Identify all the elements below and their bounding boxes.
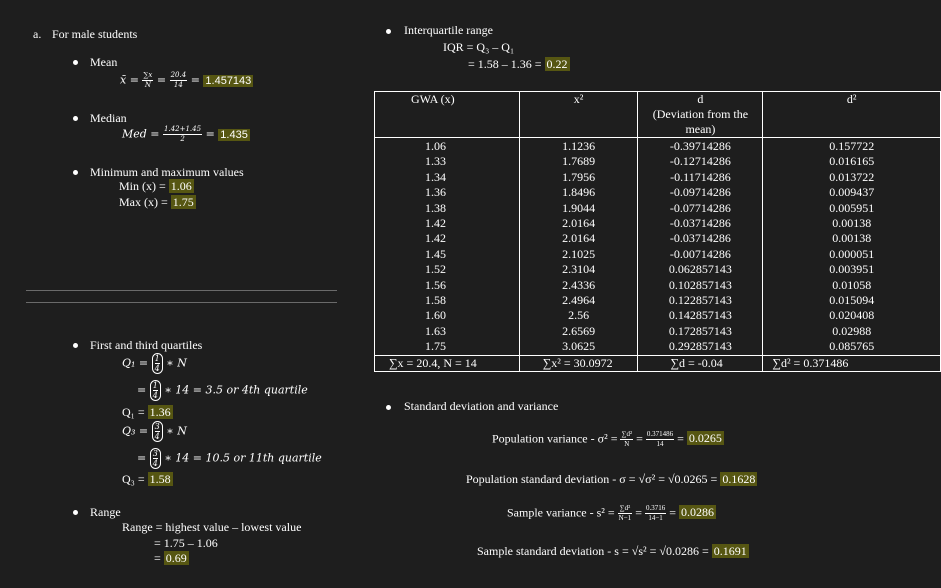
table-cell: 0.003951 (763, 262, 941, 277)
table-cell: 1.45 (375, 247, 520, 262)
table-cell: 1.7956 (519, 170, 638, 185)
median-num: 1.42+1.45 (164, 125, 202, 133)
pop-var-frac (620, 430, 633, 449)
pop-sd-result: 0.1628 (722, 472, 756, 486)
table-cell: 2.4336 (519, 278, 638, 293)
q3-lhs: Q₃ = (122, 424, 149, 438)
q3-line2 (137, 448, 322, 469)
table-cell: 0.016165 (763, 154, 941, 169)
max-line (119, 195, 196, 210)
q1-line2-eq: = (137, 383, 147, 397)
bullet-mean (73, 60, 78, 65)
table-sum-cell: ∑x² = 30.0972 (519, 355, 638, 371)
mean-fraction-values (170, 71, 188, 90)
table-row (375, 247, 941, 262)
iqr-line1: IQR = Q₃ – Q₁ (443, 40, 515, 54)
bullet-stddev (386, 405, 391, 410)
range-line3 (154, 551, 189, 566)
iqr-line2 (468, 57, 570, 72)
table-sum-cell: ∑x = 20.4, N = 14 (375, 355, 520, 371)
q1-mult: ∗ N (166, 356, 187, 370)
table-cell: 0.00138 (763, 231, 941, 246)
table-cell: 0.01058 (763, 278, 941, 293)
bullet-range (73, 510, 78, 515)
median-label: Median (90, 111, 127, 125)
mean-result: 1.457143 (205, 74, 252, 87)
q1-line2-rest: ∗ 14 = 3.5 or 4th quartile (164, 383, 308, 397)
table-row (375, 231, 941, 246)
range-label: Range (90, 505, 121, 519)
min-value: 1.06 (170, 179, 192, 193)
table-cell: 1.33 (375, 154, 520, 169)
q3-num: 3 (154, 422, 160, 431)
sample-sd-label: Sample standard deviation - s = √s² = √0.0286 = (477, 544, 709, 558)
q1-line2-num: 1 (152, 381, 158, 390)
table-cell: 2.4964 (519, 293, 638, 308)
table-cell: 0.013722 (763, 170, 941, 185)
table-cell: 1.63 (375, 324, 520, 339)
median-lhs: Med = (122, 127, 160, 141)
q1-line2-den: 4 (152, 391, 158, 400)
table-row (375, 293, 941, 308)
table-cell: -0.07714286 (638, 201, 763, 216)
q1-line2 (137, 380, 308, 401)
table-cell: -0.09714286 (638, 185, 763, 200)
q1-paren (152, 353, 163, 374)
q3-mult: ∗ N (166, 424, 187, 438)
bullet-minmax (73, 170, 78, 175)
pop-sd-label: Population standard deviation - σ = √σ² = √0.0265 = (466, 472, 718, 486)
table-header-d: d (Deviation from the mean) (638, 92, 763, 138)
table-row (375, 216, 941, 231)
table-cell: 0.020408 (763, 308, 941, 323)
mean-eq2: = (190, 73, 200, 87)
median-result: 1.435 (220, 128, 248, 141)
max-value: 1.75 (172, 195, 194, 209)
table-cell: 2.3104 (519, 262, 638, 277)
q3-line2-eq: = (137, 451, 147, 465)
iqr-label: Interquartile range (404, 23, 493, 37)
table-cell: -0.03714286 (638, 216, 763, 231)
pop-sd-line (466, 472, 757, 487)
table-cell: 1.60 (375, 308, 520, 323)
samp-var-den: N−1 (618, 514, 632, 522)
section-title: For male students (52, 27, 138, 41)
q1-result-label: Q₁ = (122, 405, 145, 419)
table-sum-cell: ∑d = -0.04 (638, 355, 763, 371)
q3-line2-den: 4 (152, 459, 158, 468)
table-cell: 1.75 (375, 339, 520, 355)
table-row (375, 138, 941, 155)
table-cell: 1.34 (375, 170, 520, 185)
table-cell: 1.8496 (519, 185, 638, 200)
pop-var-num2: 0.371486 (646, 430, 674, 438)
median-den: 2 (180, 135, 185, 143)
table-row (375, 185, 941, 200)
q1-num: 1 (154, 354, 160, 363)
q3-result: 1.58 (149, 472, 171, 486)
range-line3-prefix: = (154, 551, 164, 565)
q1-result-line (122, 405, 173, 420)
table-cell: -0.03714286 (638, 231, 763, 246)
table-cell: 0.292857143 (638, 339, 763, 355)
sample-sd-result: 0.1691 (713, 544, 747, 558)
table-row (375, 262, 941, 277)
minmax-label: Minimum and maximum values (90, 165, 244, 179)
table-row (375, 170, 941, 185)
iqr-result: 0.22 (546, 57, 568, 71)
min-line (119, 179, 194, 194)
table-cell: 3.0625 (519, 339, 638, 355)
pop-variance-line (492, 430, 724, 449)
table-cell: 1.52 (375, 262, 520, 277)
table-cell: 1.7689 (519, 154, 638, 169)
samp-var-den2: 14−1 (648, 514, 663, 522)
samp-var-frac (618, 504, 633, 523)
mean-fraction (142, 71, 153, 90)
mean-frac-den: N (144, 81, 151, 89)
table-row (375, 308, 941, 323)
mean-label: Mean (90, 55, 118, 69)
median-eq: = (205, 127, 215, 141)
table-cell: 1.58 (375, 293, 520, 308)
table-cell: 0.102857143 (638, 278, 763, 293)
table-row (375, 154, 941, 169)
sample-variance-result: 0.0286 (681, 505, 714, 520)
table-cell: 2.56 (519, 308, 638, 323)
table-cell: 1.42 (375, 216, 520, 231)
samp-var-num: ∑d² (619, 504, 631, 512)
pop-var-frac-values (646, 430, 674, 449)
q1-den: 4 (154, 364, 160, 373)
q1-line2-paren (150, 380, 161, 401)
table-cell: 0.00138 (763, 216, 941, 231)
divider-line-2 (26, 302, 337, 303)
table-cell: -0.12714286 (638, 154, 763, 169)
table-cell: 1.56 (375, 278, 520, 293)
q1-formula (122, 353, 187, 374)
table-cell: 0.085765 (763, 339, 941, 355)
table-cell: 1.38 (375, 201, 520, 216)
max-label: Max (x) = (119, 195, 168, 209)
table-cell: -0.00714286 (638, 247, 763, 262)
samp-var-eq: = (635, 505, 642, 520)
q1-result: 1.36 (149, 405, 171, 419)
table-cell: 1.42 (375, 231, 520, 246)
mean-lhs: x̄ = (120, 73, 139, 87)
table-sum-row (375, 355, 941, 371)
divider-line-1 (26, 290, 337, 291)
table-cell: 1.06 (375, 138, 520, 155)
q3-line2-num: 3 (152, 449, 158, 458)
table-cell: 0.02988 (763, 324, 941, 339)
pop-var-den: N (624, 440, 630, 448)
q3-den: 4 (154, 432, 160, 441)
table-cell: -0.11714286 (638, 170, 763, 185)
q3-paren (152, 421, 163, 442)
q3-formula (122, 421, 187, 442)
table-cell: -0.39714286 (638, 138, 763, 155)
bullet-quartiles (73, 343, 78, 348)
sample-variance-line (507, 504, 716, 523)
range-result: 0.69 (165, 551, 187, 565)
min-label: Min (x) = (119, 179, 166, 193)
table-row (375, 339, 941, 355)
pop-variance-label: Population variance - σ² = (492, 431, 618, 446)
stddev-label: Standard deviation and variance (404, 399, 559, 413)
section-label: a. (33, 27, 42, 41)
q3-result-line (122, 472, 173, 487)
sample-variance-label: Sample variance - s² = (507, 505, 615, 520)
table-cell: 2.6569 (519, 324, 638, 339)
table-cell: 0.005951 (763, 201, 941, 216)
pop-var-eq: = (636, 431, 643, 446)
table-row (375, 201, 941, 216)
range-line2: = 1.75 – 1.06 (154, 536, 218, 550)
mean-den2: 14 (173, 81, 183, 89)
table-cell: 0.009437 (763, 185, 941, 200)
table-header-d2: d² (763, 92, 941, 138)
iqr-line2-prefix: = 1.58 – 1.36 = (468, 57, 545, 71)
samp-var-eq2: = (669, 505, 676, 520)
mean-eq1: = (156, 73, 167, 87)
table-cell: 1.36 (375, 185, 520, 200)
pop-var-eq2: = (677, 431, 684, 446)
q3-line2-rest: ∗ 14 = 10.5 or 11th quartile (164, 451, 322, 465)
table-cell: 2.0164 (519, 216, 638, 231)
table-cell: 1.1236 (519, 138, 638, 155)
table-cell: 2.1025 (519, 247, 638, 262)
table-cell: 0.000051 (763, 247, 941, 262)
table-header-x2: x² (519, 92, 638, 138)
mean-num2: 20.4 (170, 71, 187, 79)
table-sum-cell: ∑d² = 0.371486 (763, 355, 941, 371)
mean-formula (120, 71, 253, 90)
pop-var-num: ∑d² (621, 430, 633, 438)
range-line1: Range = highest value – lowest value (122, 520, 302, 534)
table-row (375, 324, 941, 339)
q3-line2-paren (150, 448, 161, 469)
pop-variance-result: 0.0265 (688, 431, 722, 446)
table-header-gwa: GWA (x) (375, 92, 520, 138)
q1-lhs: Q₁ = (122, 356, 149, 370)
mean-frac-num: ∑x (143, 71, 153, 79)
table-row (375, 278, 941, 293)
gwa-table (374, 91, 941, 372)
table-cell: 0.062857143 (638, 262, 763, 277)
samp-var-frac-values (645, 504, 666, 523)
sample-sd-line (477, 544, 749, 559)
quartiles-label: First and third quartiles (90, 338, 203, 352)
q3-result-label: Q₃ = (122, 472, 145, 486)
table-cell: 0.142857143 (638, 308, 763, 323)
table-cell: 1.9044 (519, 201, 638, 216)
samp-var-num2: 0.3716 (645, 504, 666, 512)
median-formula (122, 125, 250, 144)
table-cell: 0.015094 (763, 293, 941, 308)
median-fraction (163, 125, 202, 144)
bullet-median (73, 116, 78, 121)
table-header-row (375, 92, 941, 138)
pop-var-den2: 14 (656, 440, 664, 448)
table-cell: 0.172857143 (638, 324, 763, 339)
bullet-iqr (386, 29, 391, 34)
table-cell: 2.0164 (519, 231, 638, 246)
table-cell: 0.122857143 (638, 293, 763, 308)
table-cell: 0.157722 (763, 138, 941, 155)
